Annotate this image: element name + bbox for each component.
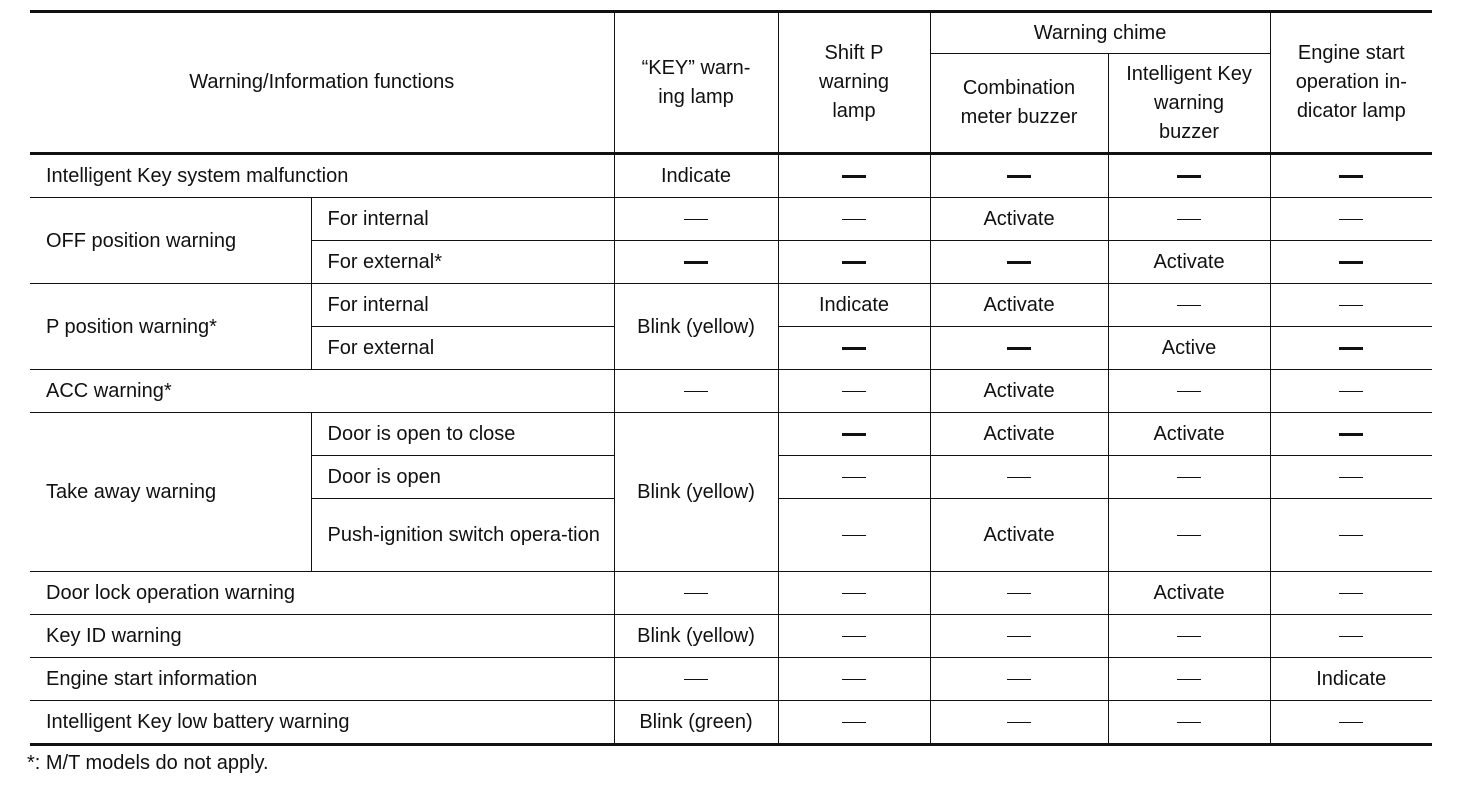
cell-buzzer: Active	[1108, 327, 1270, 370]
cell-engine	[1270, 154, 1432, 198]
dash-mark	[842, 347, 866, 350]
dash-mark	[1177, 679, 1201, 680]
cell-chime: Activate	[930, 499, 1108, 572]
cell-chime: Activate	[930, 198, 1108, 241]
table-row	[30, 413, 1432, 456]
dash-mark	[1007, 347, 1031, 350]
cell-engine	[1270, 572, 1432, 615]
row-sublabel: For external*	[311, 241, 614, 284]
dash-mark	[1177, 535, 1201, 536]
cell-key	[614, 370, 778, 413]
dash-mark	[842, 636, 866, 637]
dash-mark	[842, 477, 866, 478]
cell-buzzer	[1108, 499, 1270, 572]
cell-key: Blink (yellow)	[614, 615, 778, 658]
row-label: Engine start information	[30, 658, 614, 701]
footnote: *: M/T models do not apply.	[27, 752, 269, 774]
cell-shift	[778, 701, 930, 745]
dash-mark	[1177, 477, 1201, 478]
cell-engine	[1270, 284, 1432, 327]
header-combination-meter-buzzer: Combination meter buzzer	[930, 54, 1108, 154]
row-sublabel: Door is open	[311, 456, 614, 499]
cell-engine	[1270, 327, 1432, 370]
dash-mark	[1177, 636, 1201, 637]
dash-mark	[684, 391, 708, 392]
cell-engine	[1270, 615, 1432, 658]
dash-mark	[1339, 347, 1363, 350]
dash-mark	[1007, 477, 1031, 478]
row-sublabel: For external	[311, 327, 614, 370]
cell-engine	[1270, 701, 1432, 745]
cell-shift	[778, 198, 930, 241]
cell-shift	[778, 499, 930, 572]
row-label: Take away warning	[30, 413, 311, 572]
cell-shift	[778, 456, 930, 499]
cell-engine	[1270, 198, 1432, 241]
header-key-lamp: “KEY” warn-ing lamp	[614, 12, 778, 154]
dash-mark	[1339, 433, 1363, 436]
cell-engine	[1270, 413, 1432, 456]
cell-buzzer	[1108, 154, 1270, 198]
row-sublabel: For internal	[311, 284, 614, 327]
cell-engine	[1270, 241, 1432, 284]
row-label: ACC warning*	[30, 370, 614, 413]
cell-engine: Indicate	[1270, 658, 1432, 701]
header-warning-chime: Warning chime	[930, 12, 1270, 54]
cell-shift	[778, 241, 930, 284]
row-label: OFF position warning	[30, 198, 311, 284]
cell-buzzer	[1108, 370, 1270, 413]
dash-mark	[1007, 636, 1031, 637]
cell-key: Indicate	[614, 154, 778, 198]
cell-shift	[778, 658, 930, 701]
cell-chime: Activate	[930, 370, 1108, 413]
dash-mark	[684, 593, 708, 594]
dash-mark	[1007, 261, 1031, 264]
cell-chime	[930, 572, 1108, 615]
header-functions: Warning/Information functions	[30, 12, 614, 154]
dash-mark	[1339, 305, 1363, 306]
cell-key	[614, 198, 778, 241]
dash-mark	[1177, 722, 1201, 723]
cell-chime: Activate	[930, 284, 1108, 327]
cell-shift	[778, 572, 930, 615]
row-sublabel: For internal	[311, 198, 614, 241]
dash-mark	[842, 219, 866, 220]
dash-mark	[1339, 593, 1363, 594]
cell-buzzer	[1108, 615, 1270, 658]
table-row	[30, 370, 1432, 413]
dash-mark	[842, 175, 866, 178]
cell-buzzer	[1108, 456, 1270, 499]
cell-engine	[1270, 456, 1432, 499]
dash-mark	[1177, 391, 1201, 392]
cell-chime	[930, 241, 1108, 284]
cell-key: Blink (yellow)	[614, 284, 778, 370]
header-engine-start-lamp: Engine start operation in-dicator lamp	[1270, 12, 1432, 154]
table-row	[30, 154, 1432, 198]
cell-chime	[930, 327, 1108, 370]
dash-mark	[1339, 391, 1363, 392]
dash-mark	[1007, 175, 1031, 178]
warning-functions-table	[30, 10, 1432, 746]
table-row	[30, 658, 1432, 701]
dash-mark	[842, 261, 866, 264]
cell-buzzer: Activate	[1108, 572, 1270, 615]
table-row	[30, 572, 1432, 615]
dash-mark	[1007, 593, 1031, 594]
dash-mark	[1339, 261, 1363, 264]
row-label: Door lock operation warning	[30, 572, 614, 615]
table-row	[30, 284, 1432, 327]
cell-buzzer	[1108, 701, 1270, 745]
cell-engine	[1270, 370, 1432, 413]
row-sublabel: Door is open to close	[311, 413, 614, 456]
cell-chime: Activate	[930, 413, 1108, 456]
dash-mark	[1339, 535, 1363, 536]
cell-shift	[778, 154, 930, 198]
dash-mark	[684, 219, 708, 220]
table-row	[30, 198, 1432, 241]
cell-chime	[930, 701, 1108, 745]
cell-key: Blink (yellow)	[614, 413, 778, 572]
header-shift-p-lamp: Shift P warning lamp	[778, 12, 930, 154]
dash-mark	[842, 679, 866, 680]
cell-shift: Indicate	[778, 284, 930, 327]
cell-buzzer: Activate	[1108, 241, 1270, 284]
dash-mark	[684, 679, 708, 680]
dash-mark	[1177, 175, 1201, 178]
cell-key	[614, 241, 778, 284]
dash-mark	[1339, 219, 1363, 220]
cell-engine	[1270, 499, 1432, 572]
row-label: P position warning*	[30, 284, 311, 370]
row-label: Intelligent Key low battery warning	[30, 701, 614, 745]
cell-key	[614, 658, 778, 701]
cell-buzzer	[1108, 658, 1270, 701]
dash-mark	[842, 433, 866, 436]
table-row	[30, 615, 1432, 658]
cell-buzzer	[1108, 198, 1270, 241]
cell-key	[614, 572, 778, 615]
dash-mark	[1339, 175, 1363, 178]
dash-mark	[1339, 636, 1363, 637]
cell-chime	[930, 456, 1108, 499]
row-label: Intelligent Key system malfunction	[30, 154, 614, 198]
table-row	[30, 701, 1432, 745]
cell-chime	[930, 658, 1108, 701]
dash-mark	[842, 722, 866, 723]
cell-key: Blink (green)	[614, 701, 778, 745]
dash-mark	[1007, 679, 1031, 680]
dash-mark	[684, 261, 708, 264]
dash-mark	[1177, 305, 1201, 306]
dash-mark	[842, 535, 866, 536]
dash-mark	[1339, 477, 1363, 478]
dash-mark	[1007, 722, 1031, 723]
cell-buzzer	[1108, 284, 1270, 327]
dash-mark	[1177, 219, 1201, 220]
dash-mark	[1339, 722, 1363, 723]
cell-buzzer: Activate	[1108, 413, 1270, 456]
row-label: Key ID warning	[30, 615, 614, 658]
cell-shift	[778, 615, 930, 658]
cell-chime	[930, 154, 1108, 198]
cell-shift	[778, 413, 930, 456]
header-intelligent-key-buzzer: Intelligent Key warning buzzer	[1108, 54, 1270, 154]
cell-shift	[778, 327, 930, 370]
cell-chime	[930, 615, 1108, 658]
cell-shift	[778, 370, 930, 413]
dash-mark	[842, 391, 866, 392]
dash-mark	[842, 593, 866, 594]
row-sublabel: Push-ignition switch opera-tion	[311, 499, 614, 572]
